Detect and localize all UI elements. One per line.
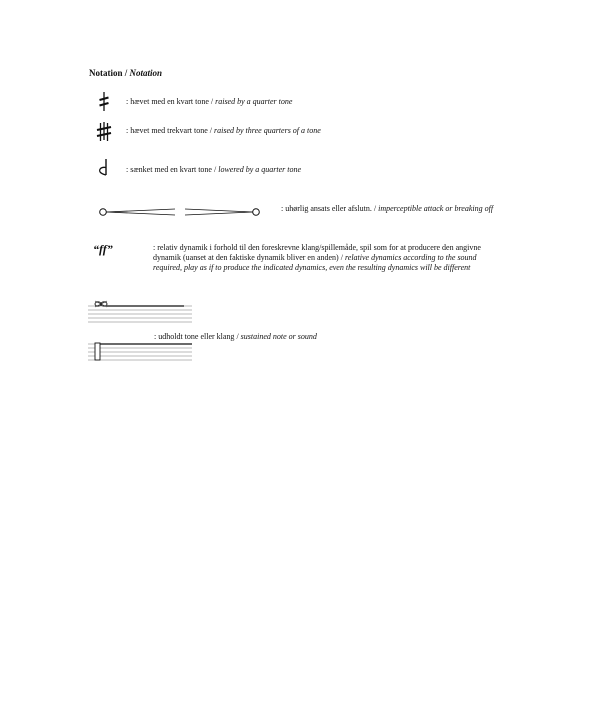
entry-text-english: raised by three quarters of a tone (214, 126, 321, 135)
title-danish: Notation (89, 68, 123, 78)
entry-text-danish: : uhørlig ansats eller afslutn. (281, 204, 372, 213)
entry-separator: / (371, 204, 379, 213)
entry-text-danish: : hævet med en kvart tone (126, 97, 209, 106)
entry-text-english: lowered by a quarter tone (218, 165, 302, 174)
entry-text-english: imperceptible attack or breaking off (378, 204, 494, 213)
quarter-flat-icon (98, 158, 110, 178)
entry-separator: / (338, 253, 345, 262)
entry-separator: / (207, 126, 214, 135)
entry-text-danish: : udholdt tone eller klang (154, 332, 235, 341)
three-quarter-sharp-icon (96, 122, 112, 142)
entry-text-danish: : relativ dynamik i forhold til den foreskrevne klang/spillemåde, spil som for at producere den angivne dynamik (uanset at den faktiske dynamik bliver en anden) (153, 243, 481, 262)
title-english: Notation (129, 68, 163, 78)
entry-text-english: sustained note or sound (240, 332, 317, 341)
entry-description (153, 243, 490, 273)
entry-separator: / (211, 165, 219, 174)
sustained-note-staff-icon (88, 298, 192, 362)
note-with-ties (95, 301, 184, 307)
entry-text-english: relative dynamics according to the sound required, play as if to produce the indicated dynamics, even the resulting dynamics will be different (153, 253, 477, 272)
title-separator: / (122, 68, 130, 78)
staff-lines-lower (88, 344, 192, 360)
niente-hairpins-icon (97, 205, 263, 219)
entry-text-danish: : hævet med trekvart tone (126, 126, 208, 135)
quarter-sharp-icon (98, 92, 110, 112)
entry-description (126, 165, 301, 175)
page-title (89, 68, 162, 78)
entry-description (281, 204, 506, 214)
entry-text-danish: : sænket med en kvart tone (126, 165, 212, 174)
sustained-note-box (95, 343, 192, 360)
entry-text-english: raised by a quarter tone (215, 97, 293, 106)
relative-dynamics-symbol: “ff” (93, 242, 113, 256)
entry-separator: / (234, 332, 241, 341)
entry-description (126, 97, 292, 107)
entry-description (154, 332, 317, 342)
staff-lines-upper (88, 306, 192, 322)
entry-separator: / (208, 97, 216, 106)
entry-description (126, 126, 321, 136)
